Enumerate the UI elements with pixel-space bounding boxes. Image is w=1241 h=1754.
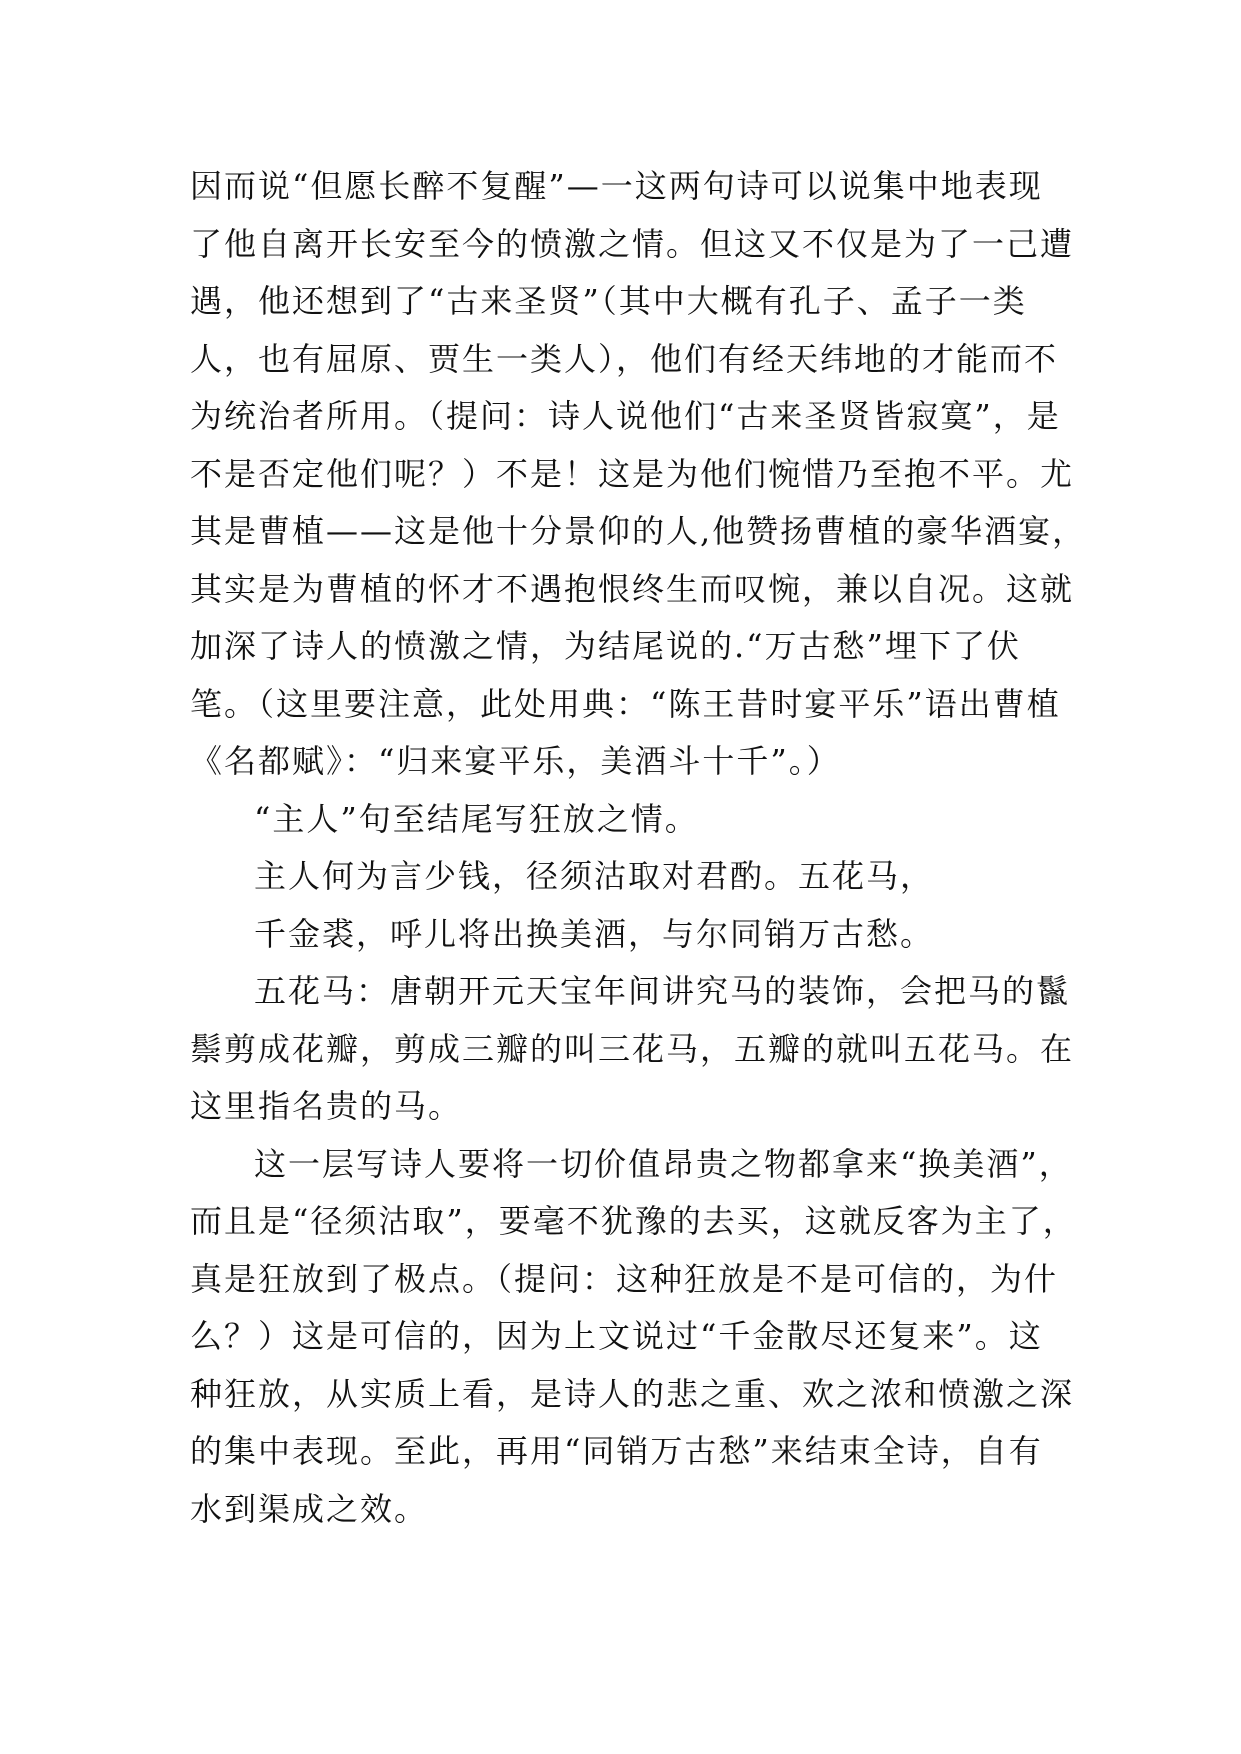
- poem-line: 主人何为言少钱，径须沽取对君酌。五花马，: [254, 857, 935, 895]
- text-line: 这里指名贵的马。: [190, 1087, 463, 1125]
- text-line: 的集中表现。至此，再用“同销万古愁”来结束全诗，自有: [190, 1432, 1043, 1470]
- text-line: 因而说“但愿长醉不复醒”—一这两句诗可以说集中地表现: [190, 167, 1043, 205]
- poem-line: 千金裘，呼儿将出换美酒，与尔同销万古愁。: [254, 914, 935, 953]
- text-line: “主人”句至结尾写狂放之情。: [254, 799, 699, 838]
- text-line: 而且是“径须沽取”，要毫不犹豫的去买，这就反客为主了，: [190, 1202, 1077, 1240]
- text-line: 鬃剪成花瓣，剪成三瓣的叫三花马，五瓣的就叫五花马。在: [190, 1029, 1075, 1068]
- text-line: 《名都赋》：“归来宴平乐，美酒斗十千”。）: [190, 742, 841, 780]
- text-line: 么？）这是可信的，因为上文说过“千金散尽还复来”。这: [190, 1317, 1043, 1355]
- text-line: 为统治者所用。（提问：诗人说他们“古来圣贤皆寂寞”，是: [190, 397, 1061, 435]
- text-line: 人，也有屈原、贾生一类人），他们有经天纬地的才能而不: [190, 339, 1059, 378]
- text-line: 其实是为曹植的怀才不遇抱恨终生而叹惋，兼以自况。这就: [190, 569, 1075, 608]
- text-line: 遇，他还想到了“古来圣贤”（其中大概有孔子、孟子一类: [190, 282, 1027, 320]
- text-line: 真是狂放到了极点。（提问：这种狂放是不是可信的，为什: [190, 1259, 1059, 1298]
- text-line: 不是否定他们呢？）不是！这是为他们惋惜乃至抱不平。尤: [190, 454, 1075, 493]
- text-line: 水到渠成之效。: [190, 1489, 429, 1528]
- text-line: 这一层写诗人要将一切价值昂贵之物都拿来“换美酒”，: [254, 1144, 1073, 1183]
- document-body: [190, 158, 1087, 1538]
- text-line: 了他自离开长安至今的愤激之情。但这又不仅是为了一己遭: [190, 224, 1075, 263]
- text-line: 五花马：唐朝开元天宝年间讲究马的装饰，会把马的鬣: [254, 972, 1071, 1010]
- text-line: 笔。（这里要注意，此处用典：“陈王昔时宴平乐”语出曹植: [190, 684, 1061, 723]
- text-line: 种狂放，从实质上看，是诗人的悲之重、欢之浓和愤激之深: [190, 1374, 1075, 1413]
- text-line: 加深了诗人的愤激之情，为结尾说的.“万古愁”埋下了伏: [190, 627, 1021, 665]
- text-line: 其是曹植——这是他十分景仰的人,他赞扬曹植的豪华酒宴，: [190, 512, 1087, 550]
